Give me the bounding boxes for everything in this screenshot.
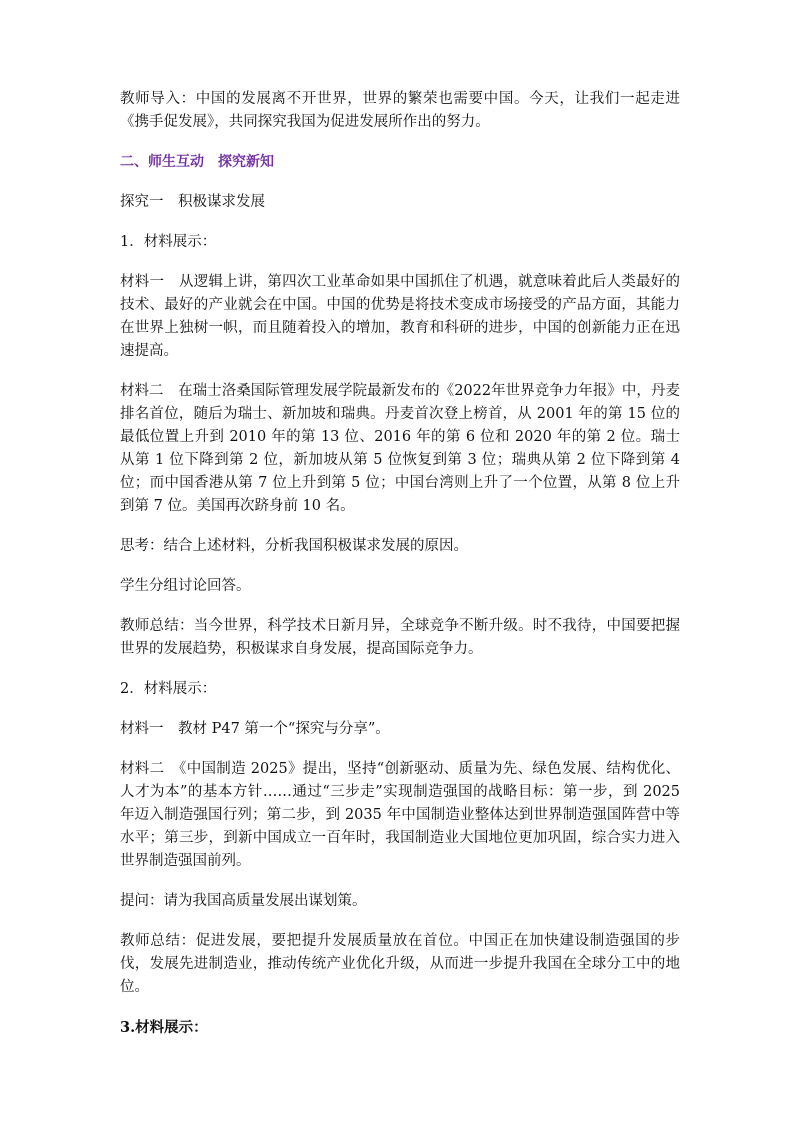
part1-material2: 材料二 在瑞士洛桑国际管理发展学院最新发布的《2022年世界竞争力年报》中，丹麦排名首位，随后为瑞士、新加坡和瑞典。丹麦首次登上榜首，从 2001 年的第 15 位的最低位置上升到 2010 年的第 13 位、2016 年的第 6 位和 2020 年的第 2 位。瑞士从第 1 位下降到第 2 位，新加坡从第 5 位恢复到第 3 位；瑞典从第 2 位下降到第 4 位；而中国香港从第 7 位上升到第 5 位；中国台湾则上升了一个位置，从第 8 位上升到第 7 位。美国再次跻身前 10 名。 — [120, 383, 680, 514]
part1-think: 思考：结合上述材料，分析我国积极谋求发展的原因。 — [120, 538, 468, 554]
inquiry-title: 探究一 积极谋求发展 — [120, 194, 265, 210]
part1-material1: 材料一 从逻辑上讲，第四次工业革命如果中国抓住了机遇，就意味着此后人类最好的技术、最好的产业就会在中国。中国的优势是将技术变成市场接受的产品方面，其能力在世界上独树一帜，而且随着投入的增加，教育和科研的进步，中国的创新能力正在迅速提高。 — [120, 274, 680, 359]
part1-students: 学生分组讨论回答。 — [120, 578, 251, 594]
document-body — [120, 88, 680, 1039]
part3-label: 3.材料展示： — [120, 1019, 208, 1036]
part2-material2: 材料二 《中国制造 2025》提出，坚持“创新驱动、质量为先、绿色发展、结构优化、人才为本”的基本方针……通过“三步走”实现制造强国的战略目标：第一步，到 2025 年迈入制造强国行列；第二步，到 2035 年中国制造业整体达到世界制造强国阵营中等水平；第三步，到新中国成立一百年时，我国制造业大国地位更加巩固，综合实力进入世界制造强国前列。 — [120, 761, 680, 869]
part1-label: 1．材料展示： — [120, 234, 217, 250]
part2-question: 提问：请为我国高质量发展出谋划策。 — [120, 893, 367, 909]
part2-material1: 材料一 教材 P47 第一个“探究与分享”。 — [120, 721, 390, 737]
part2-label: 2．材料展示： — [120, 681, 217, 697]
teacher-intro: 教师导入：中国的发展离不开世界，世界的繁荣也需要中国。今天，让我们一起走进《携手促发展》，共同探究我国为促进发展所作出的努力。 — [120, 91, 680, 130]
part1-summary: 教师总结：当今世界，科学技术日新月异，全球竞争不断升级。时不我待，中国要把握世界的发展趋势，积极谋求自身发展，提高国际竞争力。 — [120, 618, 680, 657]
section-heading: 二、师生互动 探究新知 — [120, 154, 274, 170]
part2-summary: 教师总结：促进发展，要把提升发展质量放在首位。中国正在加快建设制造强国的步伐，发展先进制造业，推动传统产业优化升级，从而进一步提升我国在全球分工中的地位。 — [120, 933, 680, 995]
